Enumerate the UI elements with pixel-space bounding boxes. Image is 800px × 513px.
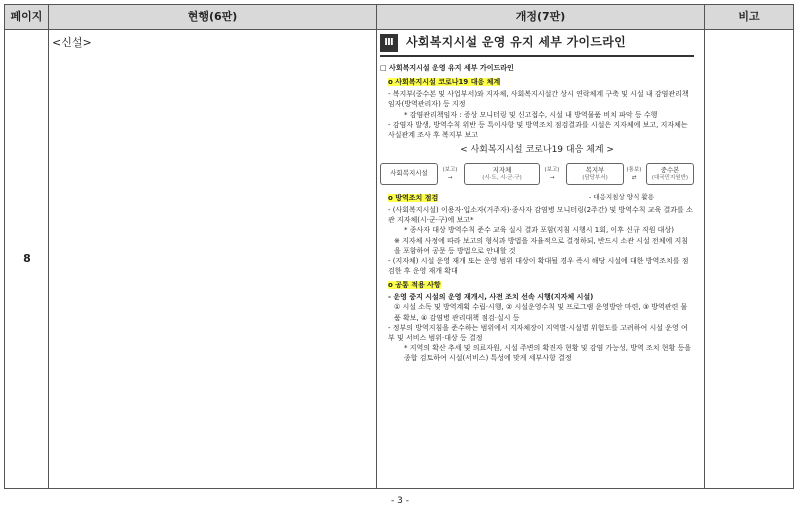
- col-divider-2: [49, 29, 377, 488]
- note: * 감염관리책임자 : 증상 모니터링 및 신고접수, 시설 내 방역물품 비치 파악 등 수행: [404, 110, 658, 119]
- note: ※ 지자체 사정에 따라 보고의 형식과 방법을 자율적으로 결정하되, 반드시 소관 시설 전체에 지침을 포함하여 공문 등 방법으로 안내할 것: [394, 236, 688, 255]
- flow-arrow-3: (통보) ⇄: [626, 167, 642, 181]
- flow-box-hq: 중수본 (대국민지원반): [646, 163, 694, 185]
- page-number: 8: [23, 252, 31, 265]
- header-page: 페이지: [5, 5, 49, 29]
- sub-heading-1: ο 사회복지시설 코로나19 대응 체계: [388, 78, 501, 87]
- section-heading: 사회복지시설 운영 유지 세부 가이드라인: [406, 35, 627, 50]
- note: * 지역의 확산 추세 및 의료자원, 시설 주변의 확진자 현황 및 감염 가능성, 방역 조치 현황 등을 종합 검토하여 시설(서비스) 특성에 맞게 세부사항 결정: [404, 344, 691, 363]
- sub-heading-2: ο 방역조치 점검 - 대응지침상 양식 활용: [388, 193, 654, 203]
- paragraph: - 정부의 방역지침을 준수하는 범위에서 지자체장이 지역별·시설별 위험도를 고려하여 시설 운영 여부 및 서비스 범위·대상 등 결정: [388, 323, 688, 342]
- flow-diagram: [380, 161, 694, 187]
- paragraph: ① 시설 소독 및 방역계획 수립·시행, ② 시설운영수칙 및 프로그램 운영방안 마련, ③ 방역관련 물품 확보, ④ 감염병 관리대책 점검·실시 등: [394, 303, 688, 322]
- table-header: [5, 5, 793, 30]
- paragraph: - 복지부(중수본 및 사업부서)와 지자체, 사회복지시설간 상시 연락체계 구축 및 시설 내 감염관리책임자(방역관리자) 등 지정: [388, 90, 689, 109]
- flow-box-facility: 사회복지시설: [380, 163, 438, 185]
- section-number: Ⅲ: [380, 34, 398, 52]
- header-current: 현행(6판): [49, 5, 377, 29]
- page-footer: - 3 -: [391, 496, 409, 506]
- revised-content: [380, 34, 694, 484]
- flow-title: < 사회복지시설 코로나19 대응 체계 >: [460, 144, 614, 155]
- flow-box-ministry: 복지부 (담당부서): [566, 163, 624, 185]
- section-title: [380, 34, 694, 57]
- main-heading: □ 사회복지시설 운영 유지 세부 가이드라인: [380, 64, 514, 72]
- note: * 종사자 대상 방역수칙 준수 교육 실시 결과 포함(지침 시행시 1회, 이후 신규 직원 대상): [404, 226, 674, 235]
- paragraph: - (지자체) 시설 운영 재개 또는 운영 범위 대상이 확대될 경우 즉시 해당 시설에 대한 방역조치를 점검한 후 운영 재개 확대: [388, 256, 689, 276]
- header-note: 비고: [738, 10, 760, 23]
- paragraph: - (사회복지시설) 이용자·입소자(거주자)·종사자 감염병 모니터링(2주간) 및 방역수칙 교육 결과를 소관 지자체(시·군·구)에 보고*: [388, 206, 693, 225]
- flow-arrow-1: (보고) →: [442, 167, 458, 181]
- paragraph: - 운영 중지 시설의 운영 재개시, 사전 조치 선속 시행(지자체 시설): [388, 293, 594, 302]
- paragraph: - 감염자 발생, 방역수칙 위반 등 특이사항 및 방역조치 점검결과를 시설은 지자체에 보고, 지자체는 사실관계 조사 후 복지부 보고: [388, 120, 688, 139]
- flow-arrow-2: (보고) →: [544, 167, 560, 181]
- current-text: <신설>: [52, 36, 92, 49]
- flow-box-local: 지자체 (시·도, 시·군·구): [464, 163, 540, 185]
- header-revised: 개정(7판): [377, 5, 705, 29]
- sub-heading-3: ο 공통 적용 사항: [388, 281, 441, 290]
